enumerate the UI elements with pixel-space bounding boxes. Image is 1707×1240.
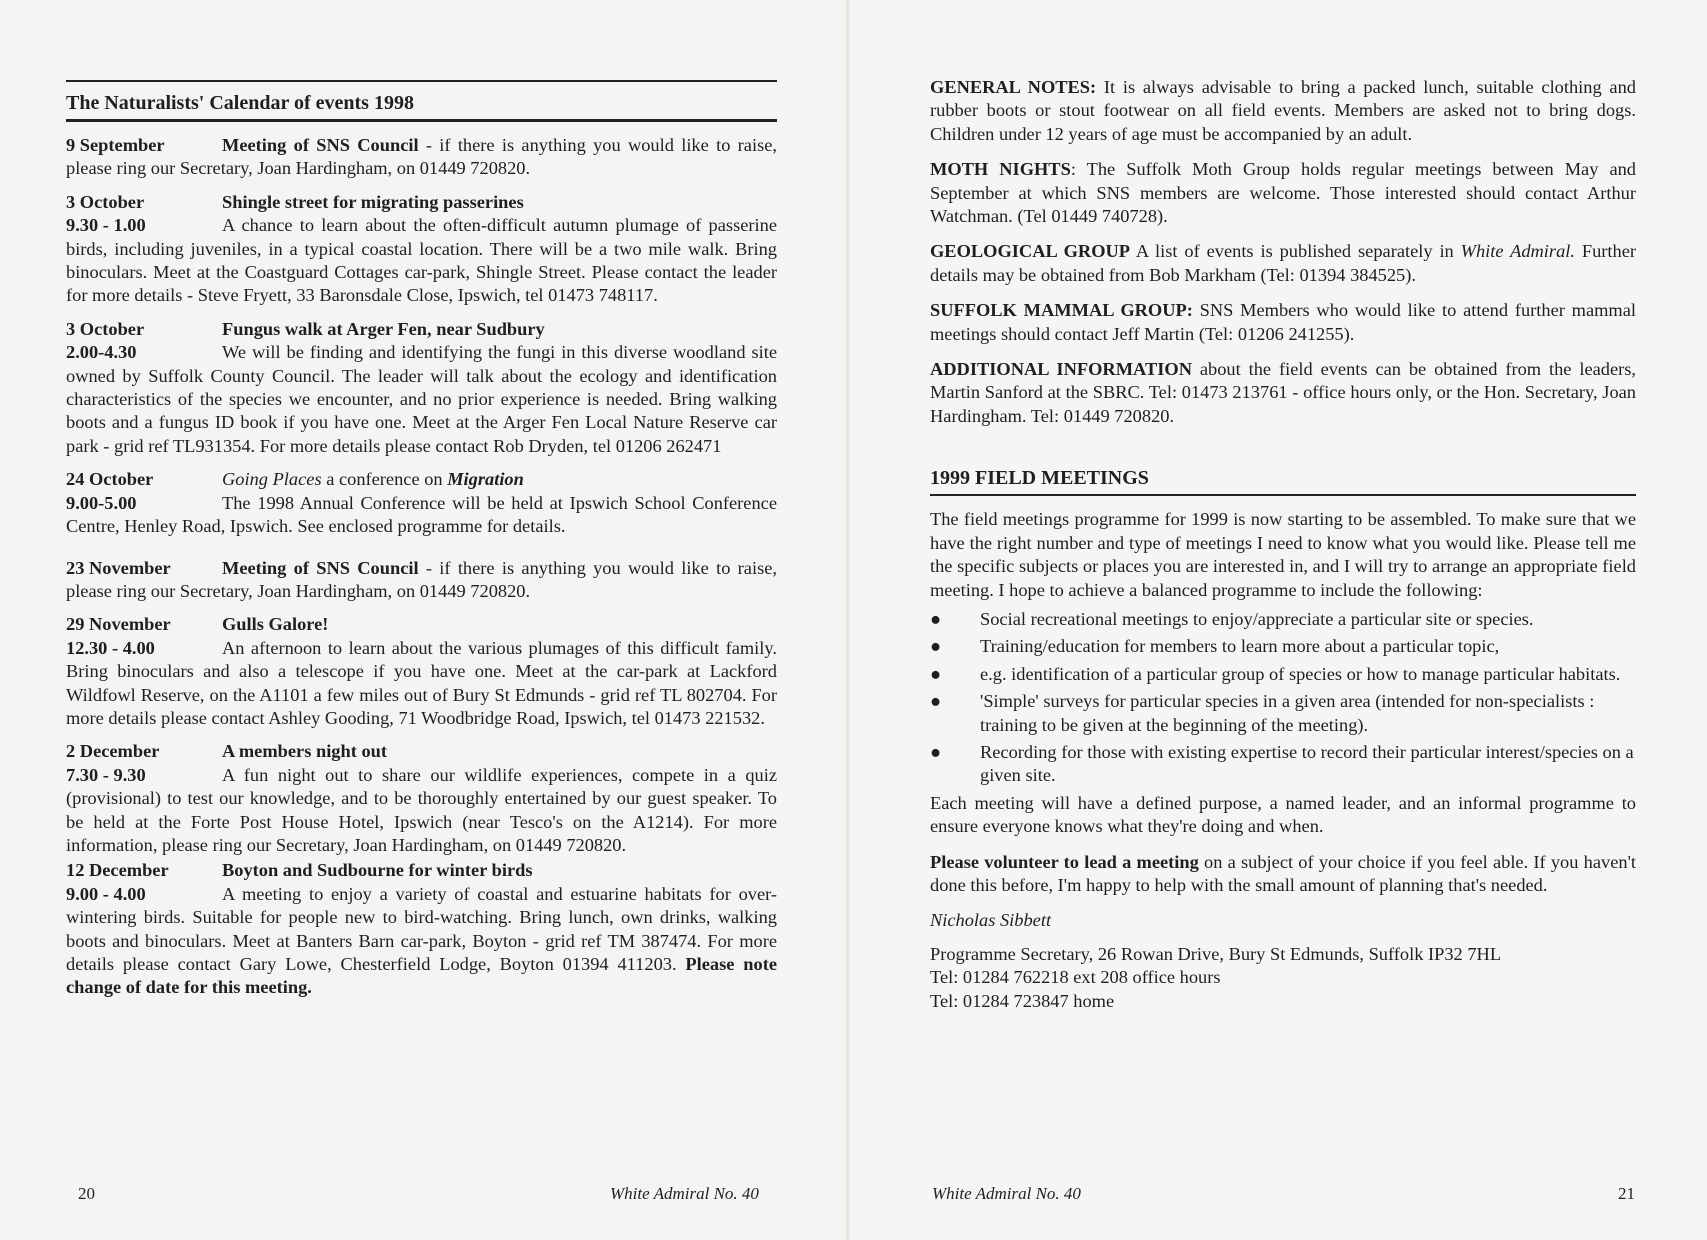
event-description: - if there is anything you would like to raise, please ring our Secretary, Joan Hardingham, on 01449 720820.	[66, 557, 777, 601]
footer-publication-right: White Admiral No. 40	[932, 1184, 1081, 1203]
event-date: 23 November	[66, 557, 171, 578]
event-title: Meeting of SNS Council	[222, 135, 419, 155]
event-title: A members night out	[222, 741, 388, 762]
left-page	[0, 0, 850, 1240]
note-moth-nights: MOTH NIGHTS: The Suffolk Moth Group holds regular meetings between May and September at which SNS members are welcome. Those interested should contact Arthur Watchman. (Tel 01449 740728).	[930, 159, 1637, 227]
event-item	[66, 191, 777, 308]
event-description: An afternoon to learn about the various plumages of this difficult family. Bring binoculars and also a telescope if you have one. Meet at the car-park at Lackford Wildfowl Reserve, on the A1101 a few miles out of Bury St Edmunds - grid ref TL 802704. For more details please contact Ashley Gooding, 71 Woodbridge Road, Ipswich, tel 01473 221532.	[66, 637, 777, 728]
event-date: 12 December	[66, 860, 169, 881]
signature: Nicholas Sibbett	[930, 910, 1052, 931]
list-item: ● Recording for those with existing expertise to record their particular interest/species on a given site.	[930, 741, 1634, 786]
event-time: 7.30 - 9.30	[66, 764, 146, 785]
event-date: 2 December	[66, 741, 160, 762]
event-time: 2.00-4.30	[66, 342, 137, 363]
list-item: ● Social recreational meetings to enjoy/appreciate a particular site or species.	[930, 608, 1636, 631]
event-title: Meeting of SNS Council	[222, 557, 419, 578]
bullet-icon: ●	[930, 741, 942, 762]
event-item	[66, 468, 777, 538]
address-line: Programme Secretary, 26 Rowan Drive, Bury St Edmunds, Suffolk IP32 7HL	[930, 943, 1502, 964]
note-general: GENERAL NOTES: It is always advisable to bring a packed lunch, suitable clothing and rubber boots or stout footwear on all field events. Members are asked not to bring dogs. Children under 12 years of age must be accompanied by an adult.	[930, 77, 1636, 144]
calendar-title: The Naturalists' Calendar of events 1998	[66, 80, 777, 122]
page-number-left: 20	[78, 1184, 95, 1203]
event-date: 3 October	[66, 191, 145, 212]
event-time: 12.30 - 4.00	[66, 637, 155, 658]
event-description: A meeting to enjoy a variety of coastal and estuarine habitats for over-wintering birds. Suitable for people new to bird-watching. Bring lunch, own drinks, walking boots and binoculars. Meet at Banters Barn car-park, Boyton - grid ref TM 387474. For more details please contact Gary Lowe, Chesterfield Lodge, Boyton 01394 411203.	[66, 883, 777, 974]
right-page	[850, 0, 1707, 1240]
list-item: ● Training/education for members to learn more about a particular topic,	[930, 635, 1636, 658]
meeting-types-list	[930, 608, 1636, 788]
event-date: 24 October	[66, 469, 154, 490]
note-mammal-group: SUFFOLK MAMMAL GROUP: SNS Members who would like to attend further mammal meetings should contact Jeff Martin (Tel: 01206 241255).	[930, 300, 1636, 344]
event-date: 29 November	[66, 614, 171, 635]
event-item	[66, 859, 777, 999]
event-time: 9.30 - 1.00	[66, 215, 146, 236]
event-time: 9.00-5.00	[66, 492, 137, 513]
event-item	[66, 557, 777, 604]
notes-column	[930, 76, 1636, 1013]
field-meetings-intro: The field meetings programme for 1999 is now starting to be assembled. To make sure that we have the right number and type of meetings I need to know what you would like. Please tell me the specific subjects or places you are interested in, and I will try to arrange an appropriate field meeting. I hope to achieve a balanced programme to include the following:	[930, 509, 1636, 600]
event-title: Gulls Galore!	[222, 614, 329, 635]
bullet-icon: ●	[930, 608, 942, 629]
event-description: A chance to learn about the often-difficult autumn plumage of passerine birds, including juveniles, in a typical coastal location. There will be a two mile walk. Bring binoculars. Meet at the Coastguard Cottages car-park, Shingle Street. Please contact the leader for more details - Steve Fryett, 33 Baronsdale Close, Ipswich, tel 01473 748117.	[66, 215, 777, 306]
page-number-right: 21	[1618, 1184, 1635, 1203]
note-additional-information: ADDITIONAL INFORMATION about the field events can be obtained from the leaders, Martin Sanford at the SBRC. Tel: 01473 213761 - office hours only, or the Hon. Secretary, Joan Hardingham. Tel: 01449 720820.	[930, 359, 1637, 426]
event-item	[66, 613, 777, 730]
event-title: Fungus walk at Arger Fen, near Sudbury	[222, 318, 545, 339]
volunteer-text: Please volunteer to lead a meeting on a subject of your choice if you feel able. If you haven't done this before, I'm happy to help with the small amount of planning that's needed.	[930, 851, 1636, 895]
event-date: 9 September	[66, 135, 165, 155]
event-item	[66, 740, 777, 857]
calendar-column	[66, 80, 777, 1010]
list-item: ● 'Simple' surveys for particular species in a given area (intended for non-specialists : training to be given at the beginning of the meeting).	[930, 691, 1595, 735]
general-notes	[930, 76, 1636, 428]
event-title: Shingle street for migrating passerines	[222, 191, 524, 212]
event-description: - if there is anything you would like to raise, please ring our Secretary, Joan Hardingham, on 01449 720820.	[66, 135, 777, 179]
event-note: Please note change of date for this meeting.	[66, 954, 777, 998]
event-item	[66, 134, 777, 181]
bullet-icon: ●	[930, 691, 942, 712]
event-description: We will be finding and identifying the fungi in this diverse woodland site owned by Suffolk County Council. The leader will talk about the ecology and identification characteristics of the species we encounter, and no prior experience is needed. Bring walking boots and a fungus ID book if you have one. Meet at the Arger Fen Local Nature Reserve car park - grid ref TL931354. For more details please contact Rob Dryden, tel 01206 262471	[66, 342, 777, 456]
event-time: 9.00 - 4.00	[66, 883, 146, 904]
tel-office: Tel: 01284 762218 ext 208 office hours	[930, 967, 1221, 988]
bullet-icon: ●	[930, 636, 942, 657]
event-title-mid: a conference on	[321, 469, 448, 490]
event-title: Boyton and Sudbourne for winter birds	[222, 860, 533, 881]
event-description: A fun night out to share our wildlife experiences, compete in a quiz (provisional) to test our knowledge, and to be thoroughly entertained by our guest speaker. To be held at the Forte Post House Hotel, Ipswich (near Tesco's on the A1214). For more information, please ring our Secretary, Joan Hardingham, on 01449 720820.	[66, 764, 777, 855]
list-item: ● e.g. identification of a particular group of species or how to manage particular habitats.	[930, 663, 1636, 686]
field-meetings-heading: 1999 FIELD MEETINGS	[930, 466, 1636, 496]
tel-home: Tel: 01284 723847 home	[930, 990, 1115, 1011]
note-geological-group: GEOLOGICAL GROUP A list of events is published separately in White Admiral. Further details may be obtained from Bob Markham (Tel: 01394 384525).	[930, 241, 1636, 285]
event-description: The 1998 Annual Conference will be held at Ipswich School Conference Centre, Henley Road, Ipswich. See enclosed programme for details.	[66, 492, 777, 537]
each-meeting-text: Each meeting will have a defined purpose, a named leader, and an informal programme to ensure everyone knows what they're doing and when.	[930, 792, 1636, 837]
event-title-bold-italic: Migration	[447, 469, 524, 490]
bullet-icon: ●	[930, 663, 942, 684]
event-title-italic: Going Places	[222, 469, 322, 490]
footer-publication-left: White Admiral No. 40	[610, 1184, 759, 1203]
event-date: 3 October	[66, 318, 145, 339]
event-item	[66, 318, 777, 458]
